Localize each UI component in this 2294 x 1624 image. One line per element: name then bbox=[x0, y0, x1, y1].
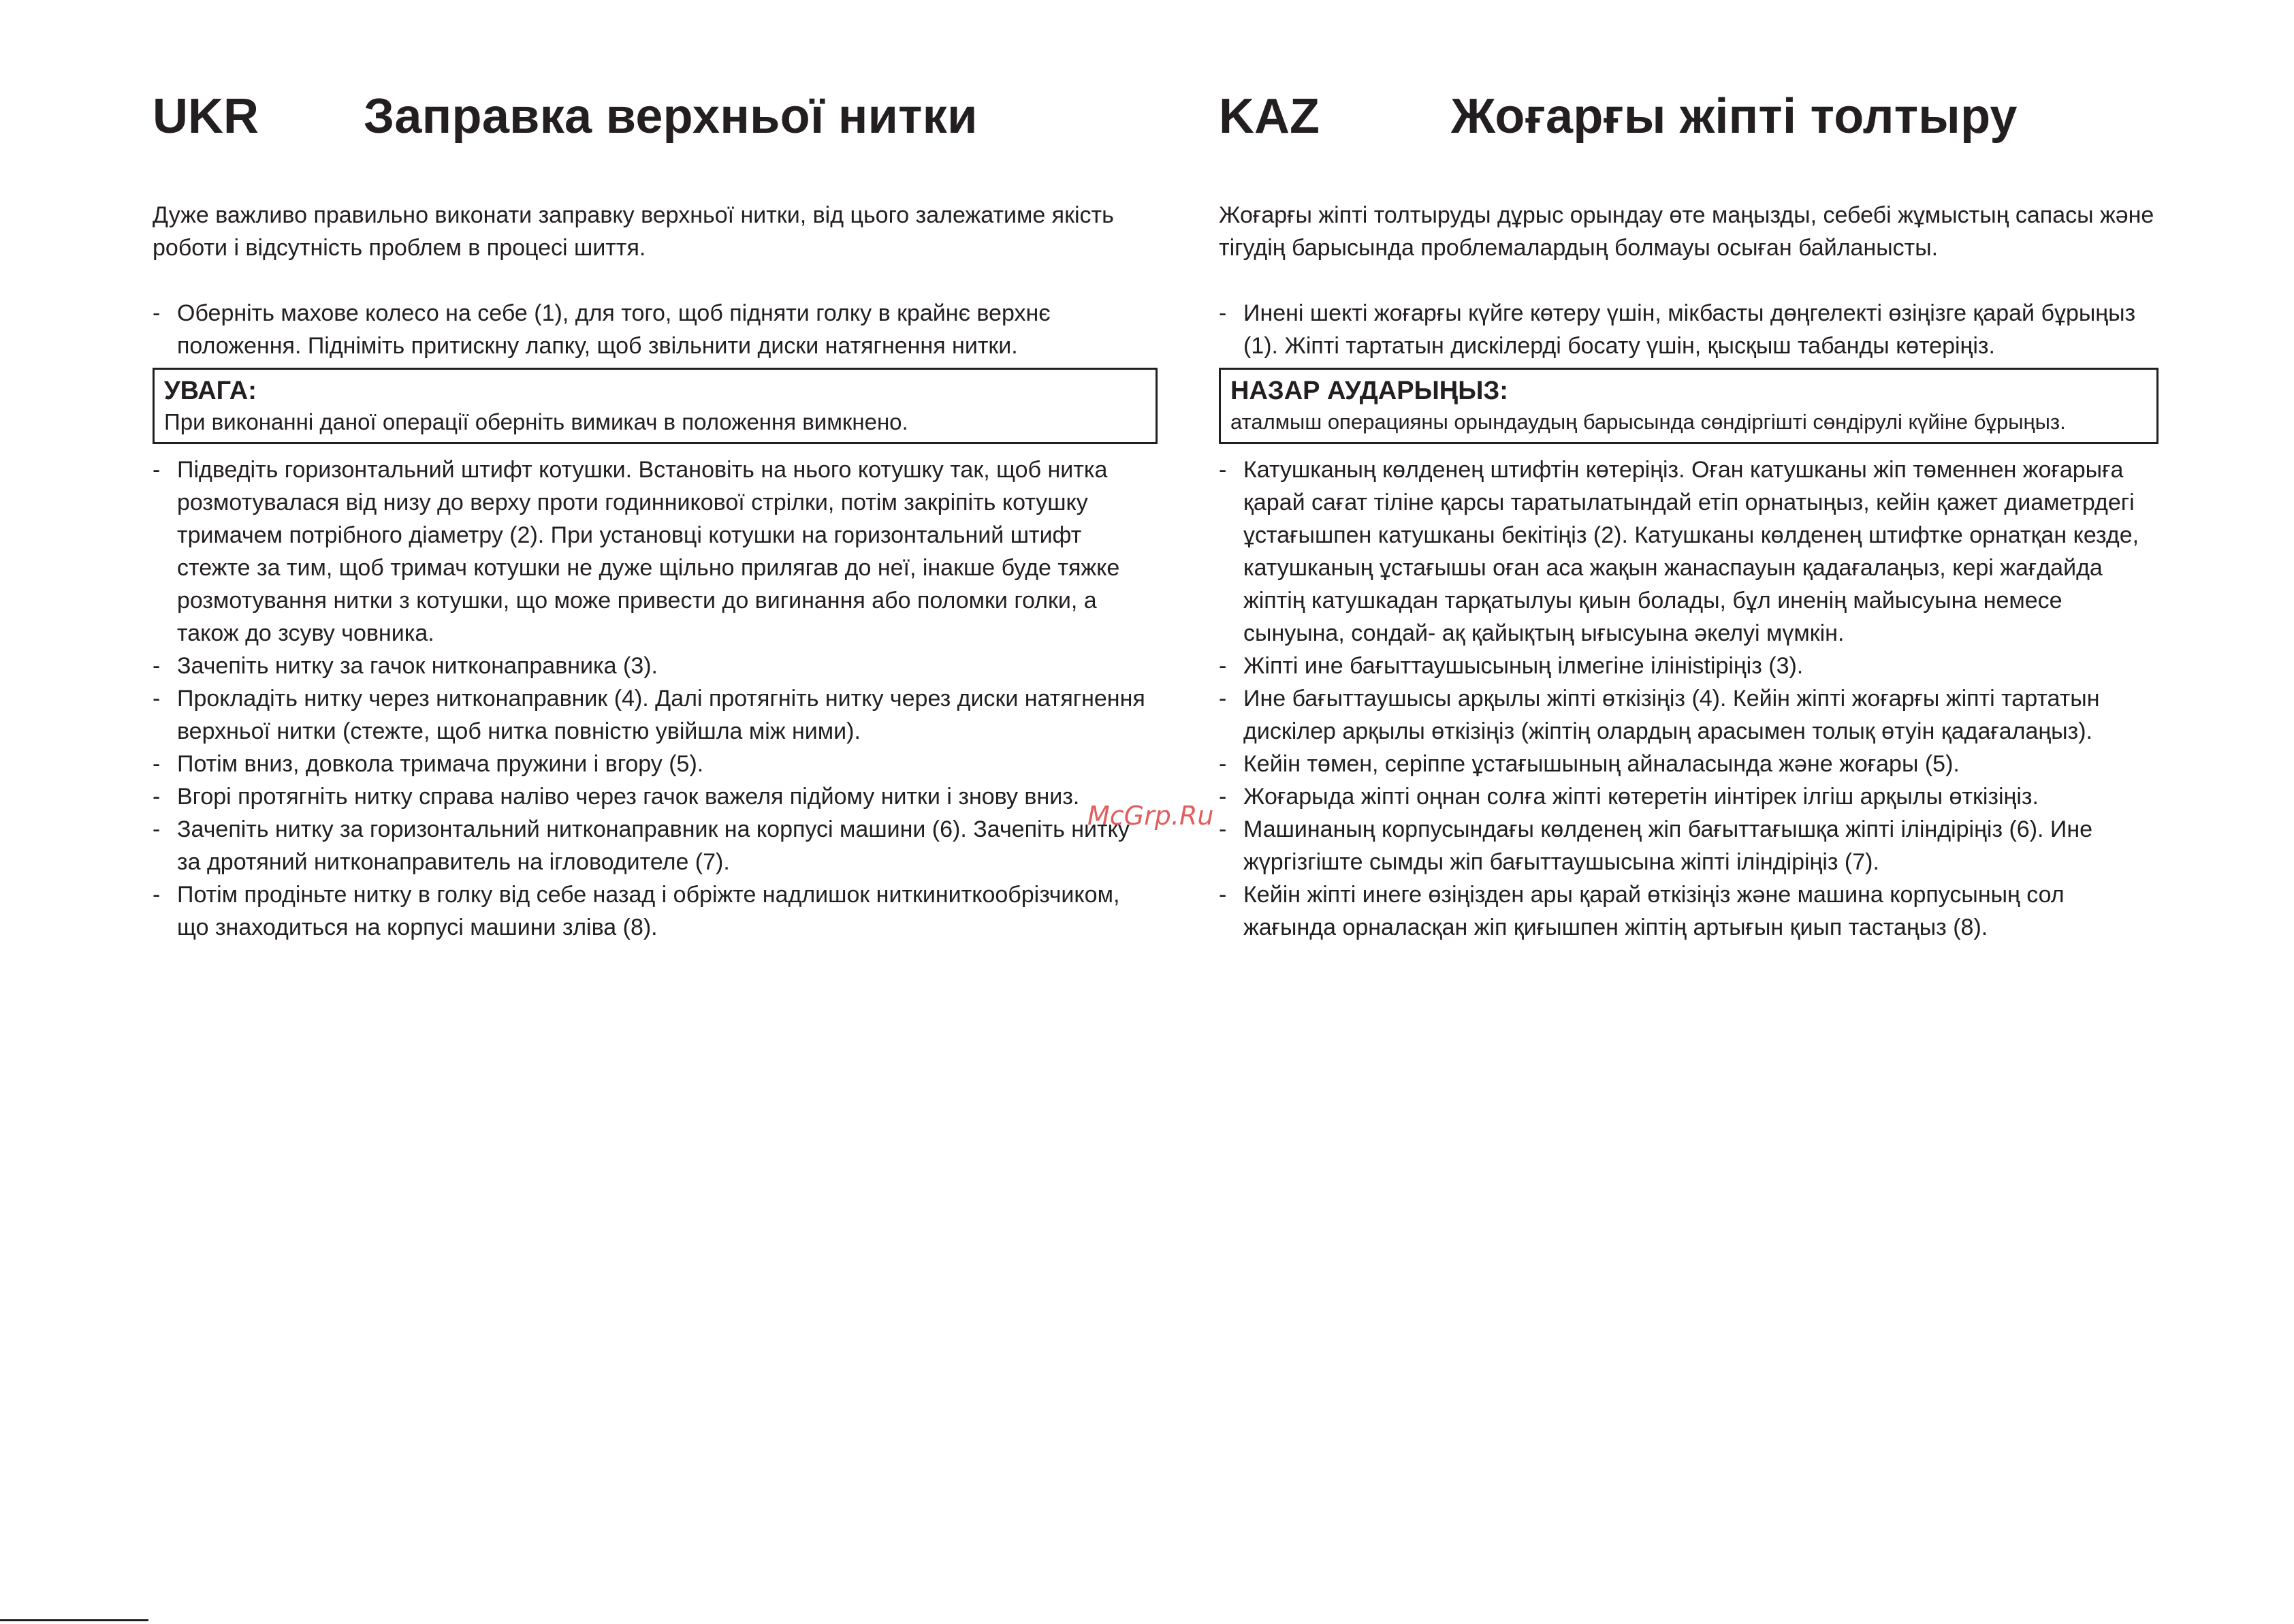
kaz-step-4: - Ине бағыттаушысы арқылы жіпті өткізіңіз (4). Кейін жіпті жоғарғы жіпті тартатын дискілер арқылы өткізіңіз (жіптің олардың арасымен толық өтуін қадағалаңыз). bbox=[1219, 682, 2158, 748]
ukr-warning-box bbox=[153, 368, 1158, 444]
ukr-step-2: - Підведіть горизонтальний штифт котушки. Встановіть на нього котушку так, щоб нитка розмотувалася від низу до верху проти годинникової стрілки, потім закріпіть котушку тримачем потрібного діаметру (2). При установці котушки на горизонтальний штифт стежте за тим, щоб тримач котушки не дуже щільно прилягав до неї, інакше буде тяжке розмотування нитки з котушки, що може привести до вигинання або поломки голки, а також до зсуву човника. bbox=[153, 453, 1158, 650]
kaz-warning-title: НАЗАР АУДАРЫҢЫЗ: bbox=[1230, 377, 1508, 405]
ukr-warning-title: УВАГА: bbox=[164, 377, 257, 405]
kaz-step-5: - Кейін төмен, серіппе ұстағышының айналасында және жоғары (5). bbox=[1219, 748, 2158, 780]
kaz-title: Жоғарғы жіпті толтыру bbox=[1451, 89, 2018, 144]
ukr-step-1: - Оберніть махове колесо на себе (1), для того, щоб підняти голку в крайнє верхнє положення. Підніміть притискну лапку, щоб звільнити диски натягнення нитки. bbox=[153, 297, 1158, 362]
ukr-heading bbox=[153, 89, 1158, 157]
ukr-column bbox=[153, 89, 1158, 944]
ukr-warning-text: При виконанні даної операції оберніть вимикач в положення вимкнено. bbox=[164, 409, 908, 434]
ukr-steps-after bbox=[153, 453, 1158, 944]
kaz-column bbox=[1219, 89, 2158, 944]
kaz-step-6: - Жоғарыда жіпті оңнан солға жіпті көтеретін иінтірек ілгіш арқылы өткізіңіз. bbox=[1219, 780, 2158, 813]
kaz-warning-text: аталмыш операцияны орындаудың барысында сөндіргішті сөндірулі күйіне бұрыңыз. bbox=[1230, 410, 2066, 434]
kaz-step-8: - Кейін жіпті инеге өзіңізден ары қарай өткізіңіз және машина корпусының сол жағында орналасқан жіп қиғышпен жіптің артығын қиып тастаңыз (8). bbox=[1219, 878, 2158, 944]
kaz-steps-before bbox=[1219, 297, 2158, 362]
ukr-step-4: - Прокладіть нитку через нитконаправник (4). Далі протягніть нитку через диски натягнення верхньої нитки (стежте, щоб нитка повністю увійшла між ними). bbox=[153, 682, 1158, 748]
ukr-step-6: - Вгорі протягніть нитку справа наліво через гачок важеля підйому нитки і знову вниз. bbox=[153, 780, 1158, 813]
kaz-step-7: - Машинаның корпусындағы көлденең жіп бағыттағышқа жіпті ілiндiрiңiз (6). Ине жүргізгіште сымды жіп бағыттаушысына жіпті ілiндiрiңiз (7). bbox=[1219, 813, 2158, 878]
kaz-step-3: - Жіпті ине бағыттаушысының ілмегіне ілініstіріңіз (3). bbox=[1219, 650, 2158, 682]
ukr-intro: Дуже важливо правильно виконати заправку верхньої нитки, від цього залежатиме якість роботи і відсутність проблем в процесі шиття. bbox=[153, 202, 1114, 261]
kaz-steps-after bbox=[1219, 453, 2158, 944]
kaz-intro: Жоғарғы жіпті толтыруды дұрыс орындау өте маңызды, себебі жұмыстың сапасы және тігудің барысында проблемалардың болмауы осыған байланысты. bbox=[1219, 202, 2154, 261]
ukr-lang-code: UKR bbox=[153, 89, 259, 144]
ukr-step-3: - Зачепіть нитку за гачок нитконаправника (3). bbox=[153, 650, 1158, 682]
kaz-lang-code: KAZ bbox=[1219, 89, 1320, 144]
ukr-title: Заправка верхньої нитки bbox=[364, 89, 978, 144]
kaz-step-1: - Инені шекті жоғарғы күйге көтеру үшін, мікбасты дөңгелекті өзіңізге қарай бұрыңыз (1). Жіпті тартатын дискілерді босату үшін, қысқыш табанды көтеріңіз. bbox=[1219, 297, 2158, 362]
kaz-heading bbox=[1219, 89, 2158, 157]
kaz-warning-box bbox=[1219, 368, 2158, 444]
watermark-text: McGrp.Ru bbox=[1087, 801, 1214, 831]
ukr-steps-before bbox=[153, 297, 1158, 362]
kaz-step-2: - Катушканың көлденең штифтін көтеріңіз. Оған катушканы жіп төменнен жоғарыға қарай сағат тіліне қарсы таратылатындай етіп орнатыңыз, кейін қажет диаметрдегі ұстағышпен катушканы бекітіңіз (2). Катушканы көлденең штифтке орнатқан кезде, катушканың ұстағышы оған аса жақын жанаспауын қадағалаңыз, кері жағдайда жіптің катушкадан тарқатылуы қиын болады, бұл иненің майысуына немесе сынуына, сондай- ақ қайықтың ығысуына әкелуі мүмкін. bbox=[1219, 453, 2158, 650]
ukr-step-5: - Потім вниз, довкола тримача пружини і вгору (5). bbox=[153, 748, 1158, 780]
ukr-step-8: - Потім продіньте нитку в голку від себе назад і обріжте надлишок ниткиниткообрізчиком, що знаходиться на корпусі машини зліва (8). bbox=[153, 878, 1158, 944]
footer-rule bbox=[0, 1619, 148, 1621]
ukr-step-7: - Зачепіть нитку за горизонтальний нитконаправник на корпусі машини (6). Зачепіть нитку за дротяний нитконаправитель на ігловодителе (7). bbox=[153, 813, 1158, 878]
